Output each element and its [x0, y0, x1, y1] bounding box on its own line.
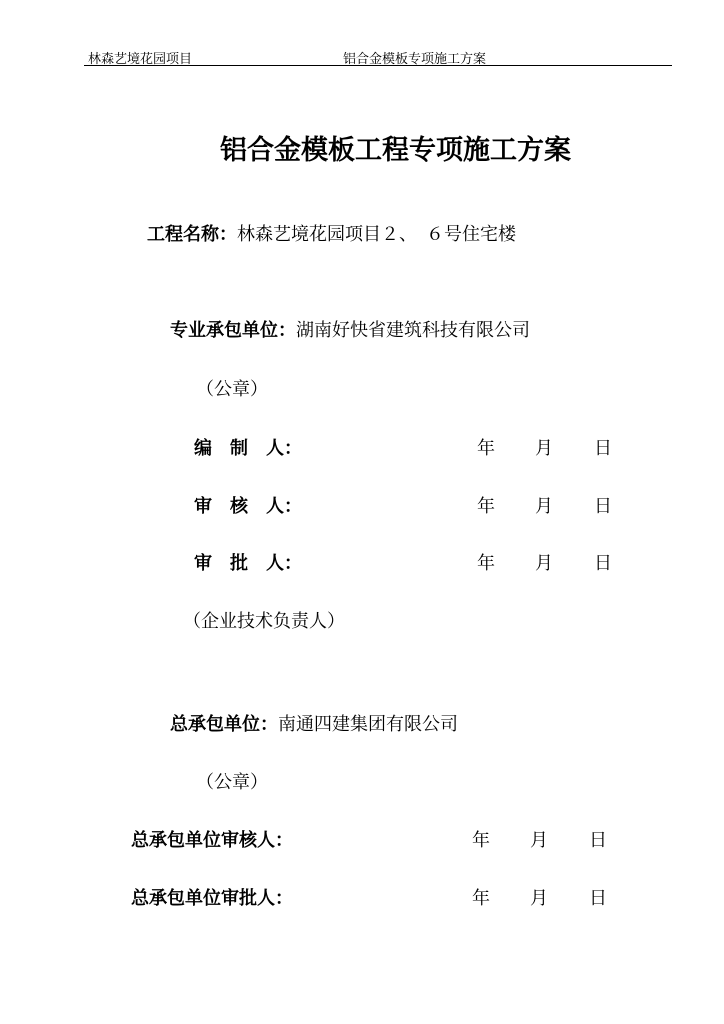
compiler-label: 编 制 人：: [194, 438, 302, 459]
gc-approver-label: 总承包单位审批人：: [131, 888, 293, 909]
approver-label: 审 批 人：: [194, 553, 302, 574]
project-name-label: 工程名称：: [147, 224, 237, 245]
approver-month: 月: [535, 553, 553, 574]
compiler-year: 年: [477, 438, 495, 459]
general-contractor-value: 南通四建集团有限公司: [278, 714, 458, 735]
gc-approver-day: 日: [589, 888, 607, 909]
compiler-day: 日: [594, 438, 612, 459]
general-contractor-row: [170, 710, 458, 736]
header-project: 林森艺境花园项目: [88, 52, 193, 67]
header-divider: [84, 65, 672, 66]
approver-day: 日: [594, 553, 612, 574]
subcontractor-value: 湖南好快省建筑科技有限公司: [296, 320, 530, 341]
compiler-month: 月: [535, 438, 553, 459]
general-contractor-seal: （公章）: [196, 772, 268, 793]
gc-approver-year: 年: [472, 888, 490, 909]
reviewer-label: 审 核 人：: [194, 496, 302, 517]
document-title: 铝合金模板工程专项施工方案: [220, 135, 571, 166]
gc-reviewer-month: 月: [530, 830, 548, 851]
general-contractor-label: 总承包单位：: [170, 714, 278, 735]
gc-approver-month: 月: [530, 888, 548, 909]
project-name-value: 林森艺境花园项目２、 ６号住宅楼: [237, 224, 516, 245]
subcontractor-row: [170, 316, 530, 342]
project-name-row: [147, 220, 516, 246]
reviewer-month: 月: [535, 496, 553, 517]
reviewer-day: 日: [594, 496, 612, 517]
subcontractor-label: 专业承包单位：: [170, 320, 296, 341]
header-doc-title: 铝合金模板专项施工方案: [343, 52, 487, 67]
approver-year: 年: [477, 553, 495, 574]
gc-reviewer-year: 年: [472, 830, 490, 851]
gc-reviewer-label: 总承包单位审核人：: [131, 830, 293, 851]
gc-reviewer-day: 日: [589, 830, 607, 851]
subcontractor-seal: （公章）: [196, 379, 268, 400]
tech-lead-note: （企业技术负责人）: [183, 611, 345, 632]
reviewer-year: 年: [477, 496, 495, 517]
